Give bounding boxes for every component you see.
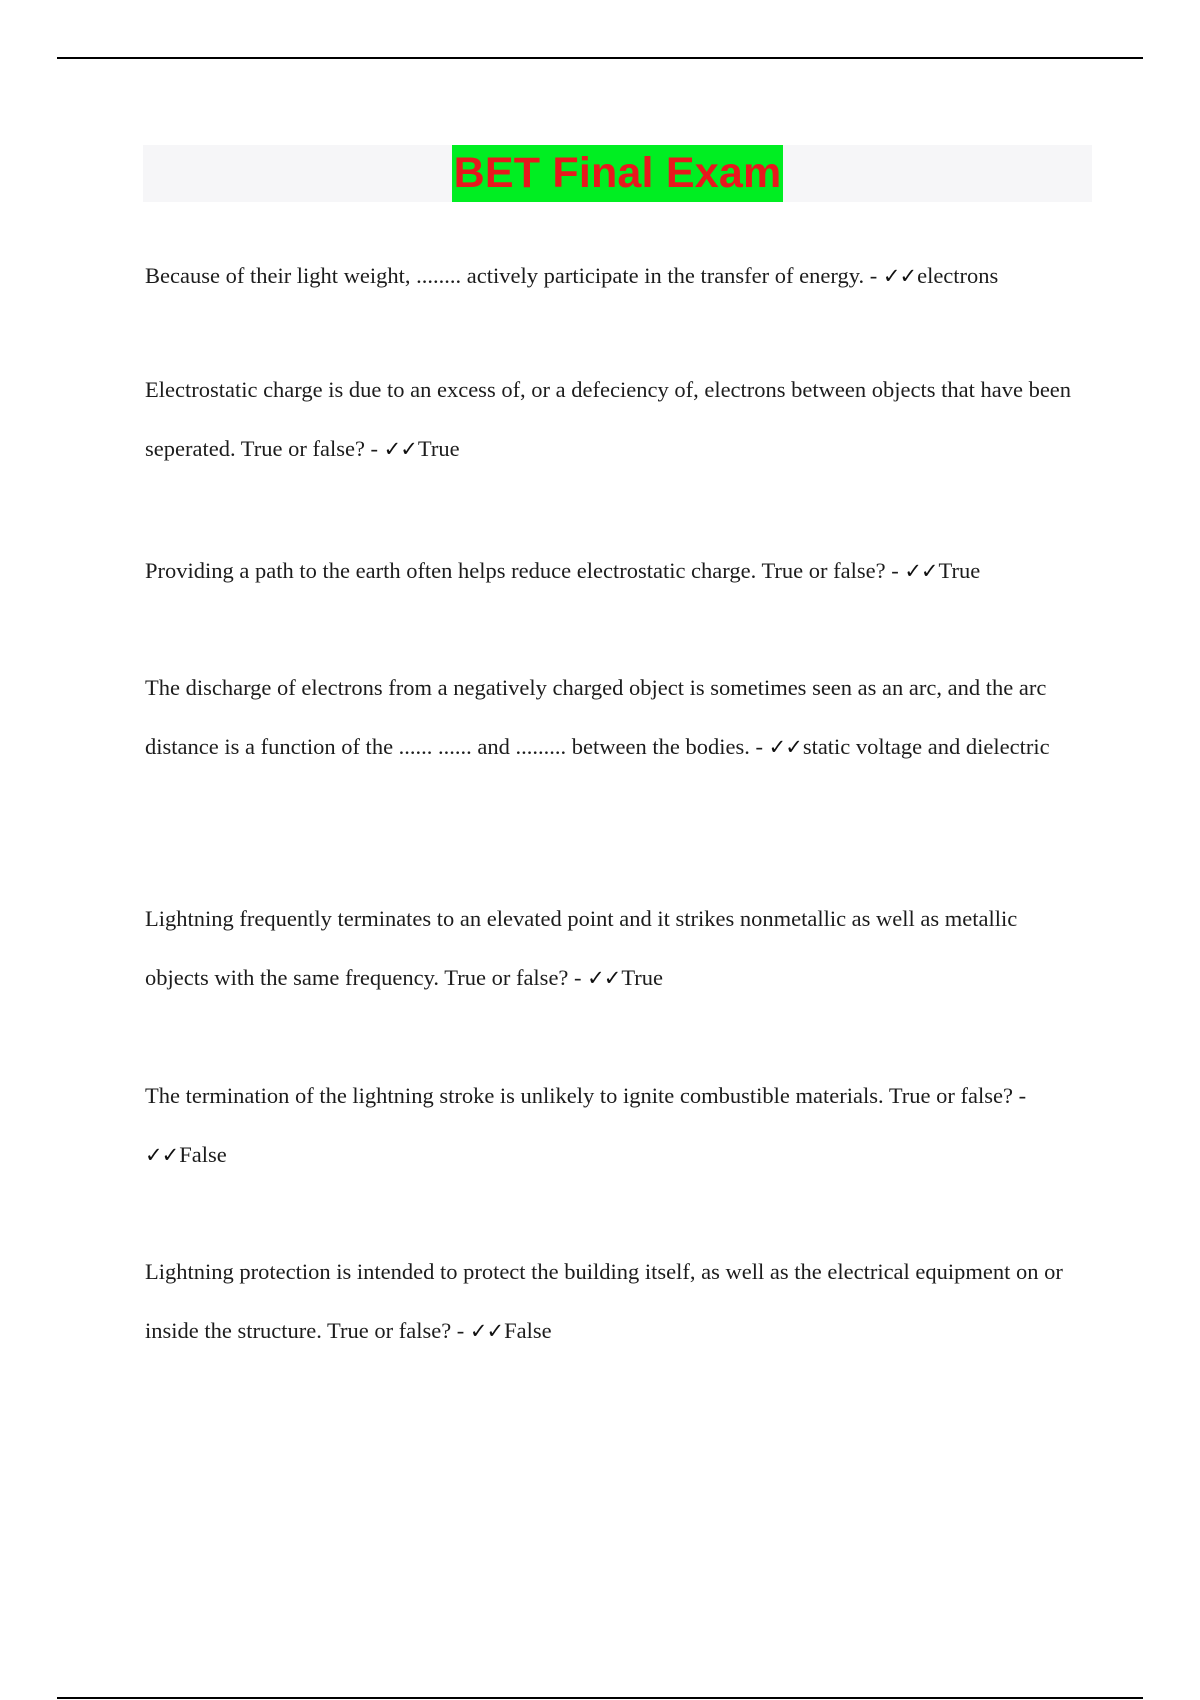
question-2 bbox=[145, 360, 1085, 479]
question-text: The termination of the lightning stroke is unlikely to ignite combustible materials. True or false? - bbox=[145, 1083, 1027, 1108]
check-icon: ✓✓ bbox=[904, 559, 938, 583]
question-3 bbox=[145, 541, 1085, 601]
answer-text: True bbox=[938, 558, 981, 583]
answer-text: static voltage and dielectric bbox=[802, 734, 1050, 759]
question-1 bbox=[145, 246, 1085, 306]
question-text: Lightning protection is intended to protect the building itself, as well as the electrical equipment on or inside the structure. True or false? - bbox=[145, 1259, 1063, 1343]
question-4 bbox=[145, 658, 1085, 777]
question-text: The discharge of electrons from a negatively charged object is sometimes seen as an arc, and the arc distance is a function of the ...... ...... and ......... between the bodies. - bbox=[145, 675, 1047, 759]
check-icon: ✓✓ bbox=[145, 1143, 179, 1167]
check-icon: ✓✓ bbox=[882, 264, 917, 288]
header-rule bbox=[57, 57, 1143, 59]
answer-text: electrons bbox=[917, 263, 999, 288]
check-icon: ✓✓ bbox=[587, 966, 621, 990]
question-7 bbox=[145, 1242, 1085, 1361]
answer-text: False bbox=[504, 1318, 552, 1343]
check-icon: ✓✓ bbox=[469, 1319, 504, 1343]
footer-rule bbox=[57, 1697, 1143, 1699]
check-icon: ✓✓ bbox=[768, 735, 802, 759]
question-text: Electrostatic charge is due to an excess of, or a defeciency of, electrons between objects that have been seperated. True or false? - bbox=[145, 377, 1072, 461]
page-title: BET Final Exam bbox=[452, 145, 784, 202]
question-text: Lightning frequently terminates to an elevated point and it strikes nonmetallic as well as metallic objects with the same frequency. True or false? - bbox=[145, 906, 1018, 990]
question-text: Because of their light weight, ........ actively participate in the transfer of energy. - bbox=[145, 263, 883, 288]
title-band bbox=[143, 145, 1092, 202]
check-icon: ✓✓ bbox=[383, 437, 417, 461]
question-6 bbox=[145, 1066, 1085, 1185]
answer-text: True bbox=[621, 965, 664, 990]
question-5 bbox=[145, 889, 1085, 1008]
answer-text: False bbox=[179, 1142, 227, 1167]
question-text: Providing a path to the earth often helps reduce electrostatic charge. True or false? - bbox=[145, 558, 905, 583]
answer-text: True bbox=[417, 436, 460, 461]
